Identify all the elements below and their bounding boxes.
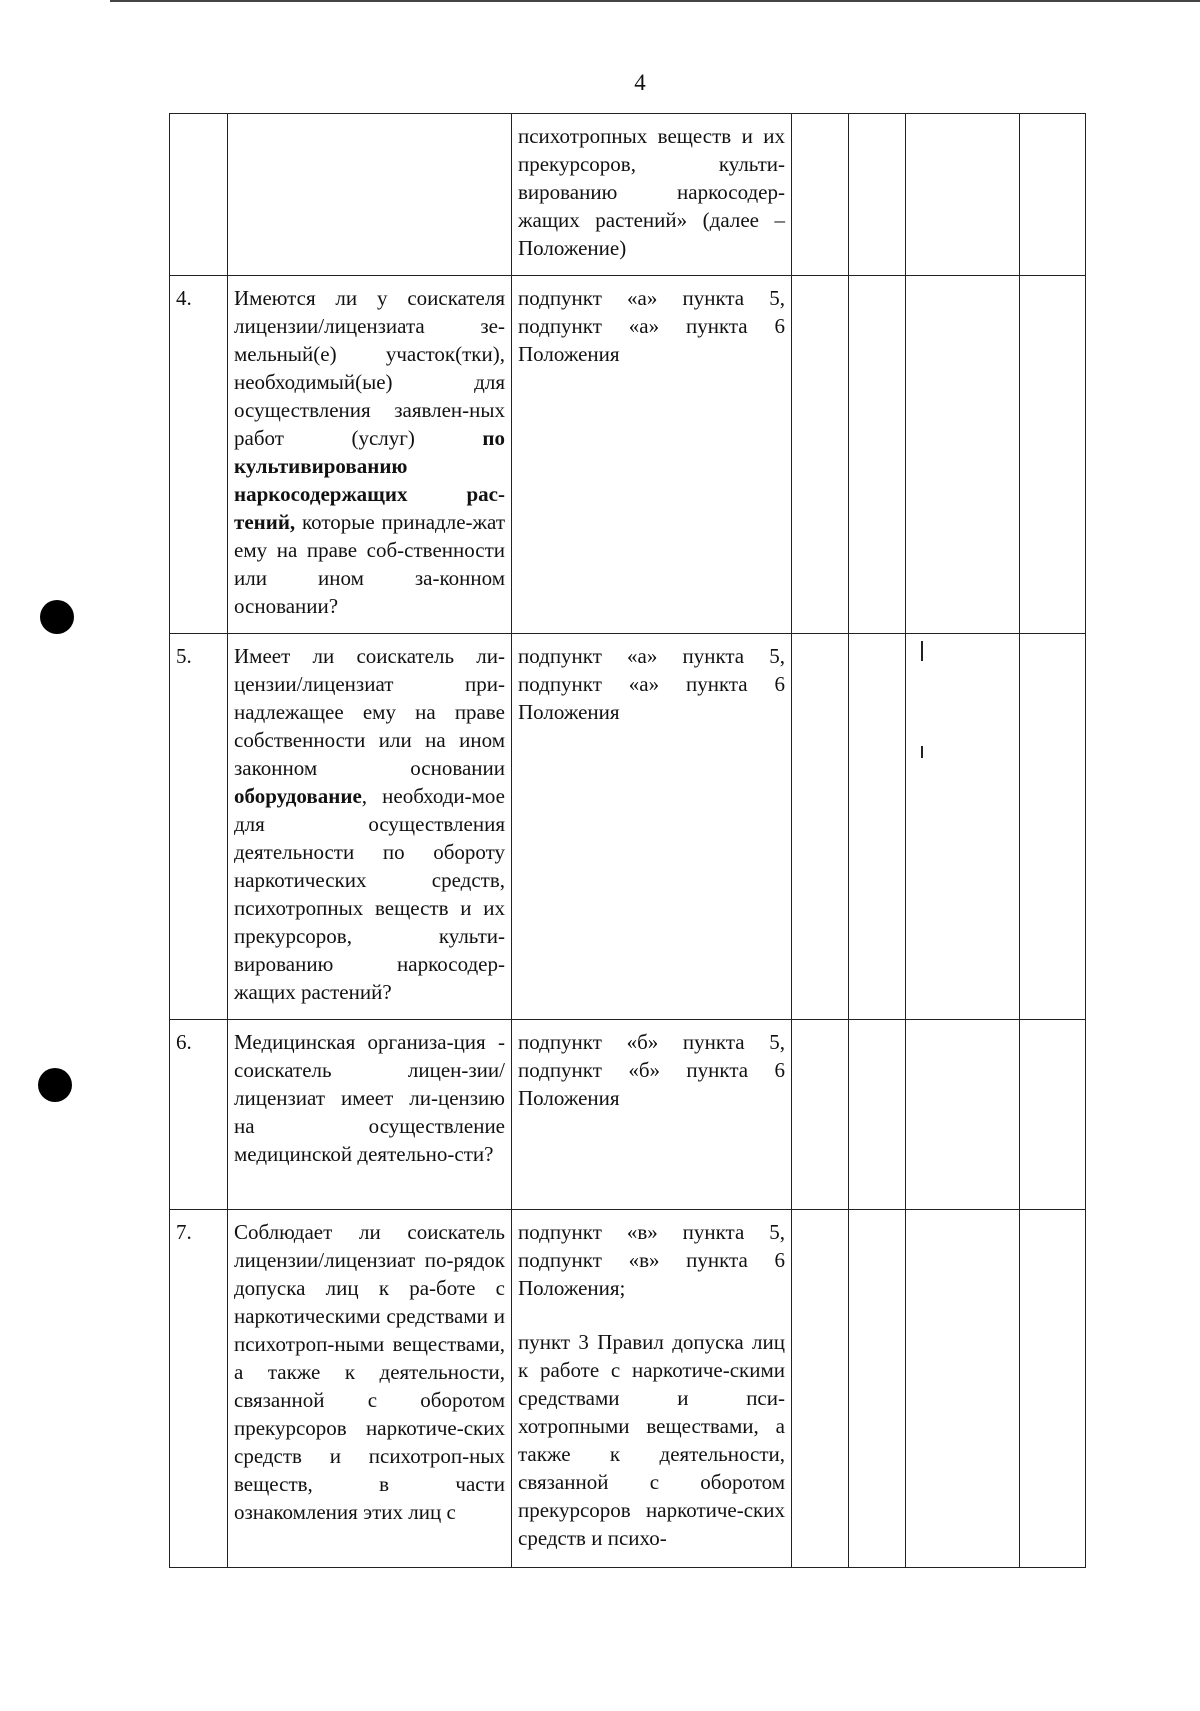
empty-cell (792, 1210, 849, 1568)
question-text: Медицинская организа-ция - соискатель лицен-зии/лицензиат имеет ли-цензию на осуществление медицинской деятельно-сти? (234, 1030, 505, 1166)
empty-cell (792, 634, 849, 1020)
scan-speck (921, 641, 923, 661)
empty-cell (849, 276, 906, 634)
table-row (170, 276, 1086, 634)
table-row (170, 1020, 1086, 1210)
table-row (170, 634, 1086, 1020)
row-number: 5. (170, 634, 228, 1020)
question-text: Имеет ли соискатель ли-цензии/лицензиат при-надлежащее ему на праве собственности или на ином законном основании (234, 644, 505, 780)
row-number (170, 114, 228, 276)
empty-cell (1020, 276, 1086, 634)
empty-cell (849, 1020, 906, 1210)
question-cell (228, 634, 512, 1020)
reference-cell (512, 1210, 792, 1568)
empty-cell (906, 1210, 1020, 1568)
reference-text: подпункт «в» пункта 5, подпункт «в» пункта 6 Положения; (518, 1220, 785, 1300)
reference-text: подпункт «б» пункта 5, подпункт «б» пункта 6 Положения (518, 1030, 785, 1110)
question-text-bold: по культивированию наркосодержащих рас-тений, (234, 426, 505, 534)
question-cell (228, 1210, 512, 1568)
checklist-table (169, 113, 1086, 1568)
question-cell (228, 1020, 512, 1210)
empty-cell (906, 114, 1020, 276)
question-text: которые принадле-жат ему на праве соб-ственности или ином за-конном основании? (234, 510, 505, 618)
empty-cell (849, 1210, 906, 1568)
empty-cell (1020, 114, 1086, 276)
reference-text: психотропных веществ и их прекурсоров, культи-вированию наркосодер-жащих растений» (далее – Положение) (518, 124, 785, 260)
empty-cell (906, 276, 1020, 634)
question-text: Соблюдает ли соискатель лицензии/лицензиат по-рядок допуска лиц к ра-боте с наркотическими средствами и психотроп-ными веществами, а также к деятельности, связанной с оборотом прекурсоров наркотиче-ских средств и психотроп-ных веществ, в части ознакомления этих лиц с (234, 1220, 505, 1524)
empty-cell (792, 276, 849, 634)
reference-text: подпункт «а» пункта 5, подпункт «а» пункта 6 Положения (518, 286, 785, 366)
reference-text: подпункт «а» пункта 5, подпункт «а» пункта 6 Положения (518, 644, 785, 724)
reference-text: пункт 3 Правил допуска лиц к работе с наркотиче-скими средствами и пси-хотропными веществами, а также к деятельности, связанной с оборотом прекурсоров наркотиче-ских средств и психо- (518, 1330, 785, 1550)
row-number: 7. (170, 1210, 228, 1568)
page-number: 4 (634, 70, 646, 95)
punch-hole (40, 600, 74, 634)
question-text-bold: оборудование (234, 784, 362, 808)
table-row (170, 1210, 1086, 1568)
question-cell (228, 114, 512, 276)
empty-cell (906, 634, 1020, 1020)
punch-hole (38, 1068, 72, 1102)
scan-speck (921, 746, 923, 758)
empty-cell (1020, 1020, 1086, 1210)
scan-top-edge (110, 0, 1200, 2)
question-text: , необходи-мое для осуществления деятельности по обороту наркотических средств, психотропных веществ и их прекурсоров, культи-вированию наркосодер-жащих растений? (234, 784, 505, 1004)
reference-cell (512, 276, 792, 634)
row-number: 4. (170, 276, 228, 634)
reference-cell (512, 114, 792, 276)
row-number: 6. (170, 1020, 228, 1210)
question-text: Имеются ли у соискателя лицензии/лицензиата зе-мельный(е) участок(тки), необходимый(ые) для осуществления заявлен-ных работ (услуг) (234, 286, 505, 450)
empty-cell (1020, 1210, 1086, 1568)
empty-cell (792, 114, 849, 276)
empty-cell (906, 1020, 1020, 1210)
reference-cell (512, 1020, 792, 1210)
paragraph-gap (518, 1302, 785, 1328)
empty-cell (1020, 634, 1086, 1020)
empty-cell (792, 1020, 849, 1210)
table-row (170, 114, 1086, 276)
reference-cell (512, 634, 792, 1020)
empty-cell (849, 634, 906, 1020)
empty-cell (849, 114, 906, 276)
question-cell (228, 276, 512, 634)
